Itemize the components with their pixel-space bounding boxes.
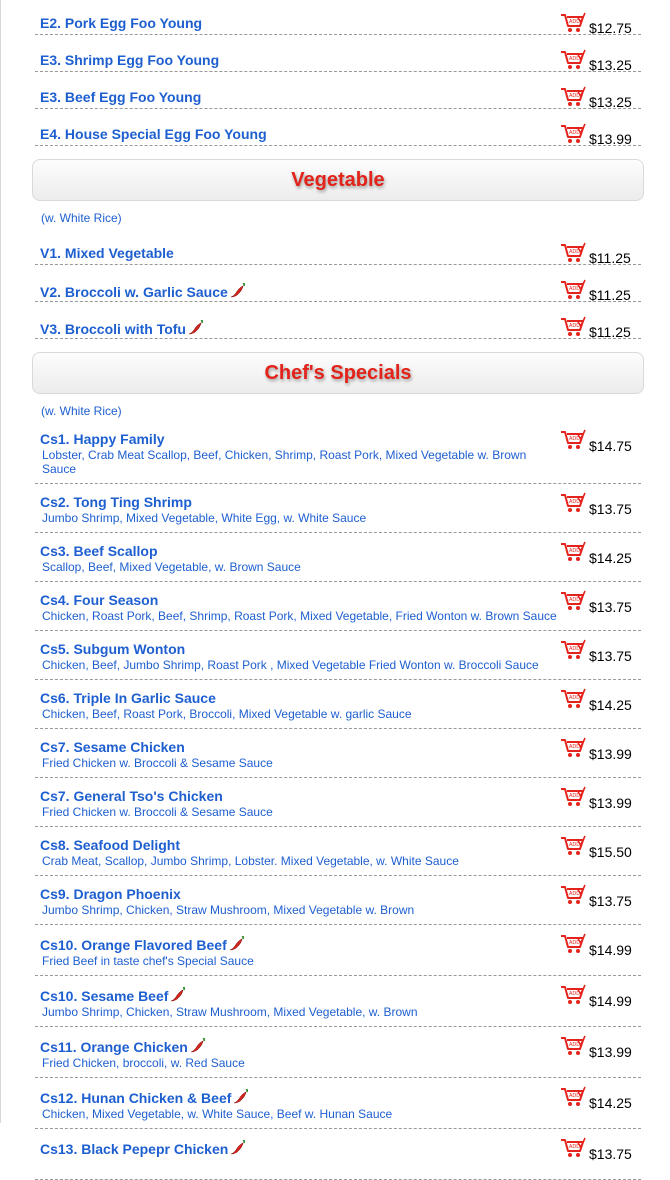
item-description: Scallop, Beef, Mixed Vegetable, w. Brown Sauce <box>42 560 301 574</box>
item-price: $13.99 <box>589 131 632 147</box>
svg-text:ADD: ADD <box>569 499 581 505</box>
menu-item[interactable] <box>35 631 641 680</box>
item-price: $13.75 <box>589 648 632 664</box>
item-price: $11.25 <box>589 324 631 340</box>
item-name-text: Cs4. Four Season <box>40 592 159 608</box>
svg-text:ADD: ADD <box>569 991 581 997</box>
item-name[interactable] <box>40 1139 246 1157</box>
item-name-text: Cs10. Sesame Beef <box>40 988 169 1004</box>
item-description: Chicken, Beef, Roast Pork, Broccoli, Mixed Vegetable w. garlic Sauce <box>42 707 412 721</box>
chili-pepper-icon <box>230 282 246 298</box>
add-to-cart-icon[interactable] <box>560 541 586 563</box>
item-price: $13.25 <box>589 57 632 73</box>
menu-item[interactable] <box>35 72 641 109</box>
item-description: Lobster, Crab Meat Scallop, Beef, Chicken, Shrimp, Roast Pork, Mixed Vegetable w. Brown Sauce <box>42 448 527 476</box>
item-price: $13.75 <box>589 893 632 909</box>
svg-text:ADD: ADD <box>569 130 581 136</box>
svg-text:ADD: ADD <box>569 597 581 603</box>
item-description: Chicken, Beef, Jumbo Shrimp, Roast Pork , Mixed Vegetable Fried Wonton w. Broccoli Sauce <box>42 658 539 672</box>
item-name[interactable] <box>40 282 246 300</box>
svg-text:ADD: ADD <box>569 891 581 897</box>
svg-text:ADD: ADD <box>569 695 581 701</box>
svg-text:ADD: ADD <box>569 93 581 99</box>
category-header <box>32 352 644 394</box>
svg-text:ADD: ADD <box>569 646 581 652</box>
add-to-cart-icon[interactable] <box>560 688 586 710</box>
item-price: $11.25 <box>589 250 631 266</box>
menu-item[interactable] <box>35 1129 641 1180</box>
menu-item[interactable] <box>35 680 641 729</box>
add-to-cart-icon[interactable] <box>560 49 586 71</box>
item-description: Jumbo Shrimp, Chicken, Straw Mushroom, Mixed Vegetable, w. Brown <box>42 1005 418 1019</box>
item-description: Fried Chicken, broccoli, w. Red Sauce <box>42 1056 245 1070</box>
item-name-text: Cs3. Beef Scallop <box>40 543 158 559</box>
item-price: $14.25 <box>589 1095 632 1111</box>
item-name[interactable] <box>40 319 204 337</box>
menu-content <box>35 0 641 1180</box>
item-name-text: Cs13. Black Pepepr Chicken <box>40 1141 229 1157</box>
menu-item[interactable] <box>35 976 641 1027</box>
item-price: $13.25 <box>589 94 632 110</box>
add-to-cart-icon[interactable] <box>560 12 586 34</box>
svg-text:ADD: ADD <box>569 56 581 62</box>
item-price: $13.99 <box>589 1044 632 1060</box>
item-name-text: E3. Beef Egg Foo Young <box>40 89 202 105</box>
item-name[interactable] <box>40 986 186 1004</box>
add-to-cart-icon[interactable] <box>560 123 586 145</box>
menu-item[interactable] <box>35 35 641 72</box>
category-note: (w. White Rice) <box>41 211 122 225</box>
add-to-cart-icon[interactable] <box>560 429 586 451</box>
item-name[interactable] <box>40 690 216 706</box>
menu-item[interactable] <box>35 925 641 976</box>
item-name-text: Cs1. Happy Family <box>40 431 165 447</box>
svg-text:ADD: ADD <box>569 1042 581 1048</box>
chili-pepper-icon <box>190 1037 206 1053</box>
svg-text:ADD: ADD <box>569 323 581 329</box>
chili-pepper-icon <box>230 1139 246 1155</box>
add-to-cart-icon[interactable] <box>560 279 586 301</box>
item-price: $14.25 <box>589 550 632 566</box>
chili-pepper-icon <box>233 1088 249 1104</box>
item-name-text: E2. Pork Egg Foo Young <box>40 15 203 31</box>
item-name[interactable] <box>40 543 158 559</box>
add-to-cart-icon[interactable] <box>560 737 586 759</box>
add-to-cart-icon[interactable] <box>560 639 586 661</box>
menu-item[interactable] <box>35 228 641 265</box>
item-name-text: Cs6. Triple In Garlic Sauce <box>40 690 216 706</box>
add-to-cart-icon[interactable] <box>560 933 586 955</box>
menu-item[interactable] <box>35 484 641 533</box>
add-to-cart-icon[interactable] <box>560 590 586 612</box>
item-price: $14.99 <box>589 993 632 1009</box>
item-name-text: Cs2. Tong Ting Shrimp <box>40 494 192 510</box>
menu-item[interactable] <box>35 1027 641 1078</box>
item-price: $13.99 <box>589 746 632 762</box>
item-name-text: Cs7. General Tso's Chicken <box>40 788 223 804</box>
item-description: Chicken, Roast Pork, Beef, Shrimp, Roast Pork, Mixed Vegetable, Fried Wonton w. Brown Sauce <box>42 609 557 623</box>
svg-text:ADD: ADD <box>569 1144 581 1150</box>
item-name[interactable] <box>40 1088 249 1106</box>
category-title: Vegetable <box>291 169 385 191</box>
svg-text:ADD: ADD <box>569 249 581 255</box>
svg-text:ADD: ADD <box>569 1093 581 1099</box>
svg-text:ADD: ADD <box>569 793 581 799</box>
item-name[interactable] <box>40 52 219 68</box>
item-name[interactable] <box>40 788 223 804</box>
svg-text:ADD: ADD <box>569 286 581 292</box>
item-name[interactable] <box>40 641 185 657</box>
item-price: $13.75 <box>589 1146 632 1162</box>
chili-pepper-icon <box>188 319 204 335</box>
item-name[interactable] <box>40 886 181 902</box>
item-name-text: Cs8. Seafood Delight <box>40 837 181 853</box>
item-name-text: V2. Broccoli w. Garlic Sauce <box>40 284 228 300</box>
item-name[interactable] <box>40 837 180 853</box>
item-name-text: Cs12. Hunan Chicken & Beef <box>40 1090 232 1106</box>
add-to-cart-icon[interactable] <box>560 786 586 808</box>
category-note: (w. White Rice) <box>41 404 122 418</box>
item-name-text: Cs5. Subgum Wonton <box>40 641 186 657</box>
item-description: Crab Meat, Scallop, Jumbo Shrimp, Lobster. Mixed Vegetable, w. White Sauce <box>42 854 459 868</box>
item-name-text: Cs7. Sesame Chicken <box>40 739 185 755</box>
item-name[interactable] <box>40 592 158 608</box>
item-description: Jumbo Shrimp, Mixed Vegetable, White Egg, w. White Sauce <box>42 511 367 525</box>
svg-text:ADD: ADD <box>569 436 581 442</box>
item-price: $14.25 <box>589 697 632 713</box>
chili-pepper-icon <box>170 986 186 1002</box>
add-to-cart-icon[interactable] <box>560 242 586 264</box>
svg-text:ADD: ADD <box>569 842 581 848</box>
item-name-text: E3. Shrimp Egg Foo Young <box>40 52 220 68</box>
item-name-text: Cs11. Orange Chicken <box>40 1039 188 1055</box>
svg-text:ADD: ADD <box>569 19 581 25</box>
add-to-cart-icon[interactable] <box>560 984 586 1006</box>
item-description: Jumbo Shrimp, Chicken, Straw Mushroom, Mixed Vegetable w. Brown <box>42 903 415 917</box>
item-price: $11.25 <box>589 287 631 303</box>
item-description: Fried Chicken w. Broccoli & Sesame Sauce <box>42 756 273 770</box>
item-name[interactable] <box>40 739 185 755</box>
item-name[interactable] <box>40 89 201 105</box>
menu-item[interactable] <box>35 421 641 484</box>
item-price: $14.75 <box>589 438 632 454</box>
menu-item[interactable] <box>35 533 641 582</box>
item-description: Chicken, Mixed Vegetable, w. White Sauce, Beef w. Hunan Sauce <box>42 1107 393 1121</box>
add-to-cart-icon[interactable] <box>560 86 586 108</box>
add-to-cart-icon[interactable] <box>560 492 586 514</box>
item-name[interactable] <box>40 126 267 142</box>
item-name[interactable] <box>40 245 174 261</box>
menu-item[interactable] <box>35 778 641 827</box>
item-price: $13.75 <box>589 599 632 615</box>
svg-text:ADD: ADD <box>569 548 581 554</box>
menu-item[interactable] <box>35 876 641 925</box>
svg-text:ADD: ADD <box>569 744 581 750</box>
item-price: $13.75 <box>589 501 632 517</box>
add-to-cart-icon[interactable] <box>560 1035 586 1057</box>
item-name-text: V1. Mixed Vegetable <box>40 245 174 261</box>
category-header <box>32 159 644 201</box>
menu-item[interactable] <box>35 729 641 778</box>
item-name[interactable] <box>40 15 202 31</box>
item-description: Fried Chicken w. Broccoli & Sesame Sauce <box>42 805 273 819</box>
menu-item[interactable] <box>35 302 641 339</box>
add-to-cart-icon[interactable] <box>560 884 586 906</box>
category-title: Chef's Specials <box>264 362 412 384</box>
item-name-text: V3. Broccoli with Tofu <box>40 321 186 337</box>
add-to-cart-icon[interactable] <box>560 835 586 857</box>
item-price: $13.99 <box>589 795 632 811</box>
add-to-cart-icon[interactable] <box>560 316 586 338</box>
menu-item[interactable] <box>35 827 641 876</box>
item-name-text: Cs10. Orange Flavored Beef <box>40 937 227 953</box>
item-price: $12.75 <box>589 20 632 36</box>
item-name[interactable] <box>40 431 165 447</box>
item-name-text: E4. House Special Egg Foo Young <box>40 126 267 142</box>
menu-item[interactable] <box>35 0 641 35</box>
menu-item[interactable] <box>35 1078 641 1129</box>
item-name[interactable] <box>40 935 245 953</box>
svg-text:ADD: ADD <box>569 940 581 946</box>
chili-pepper-icon <box>229 935 245 951</box>
item-name-text: Cs9. Dragon Phoenix <box>40 886 181 902</box>
menu-item[interactable] <box>35 582 641 631</box>
menu-item[interactable] <box>35 265 641 302</box>
menu-item[interactable] <box>35 109 641 146</box>
item-price: $15.50 <box>589 844 632 860</box>
add-to-cart-icon[interactable] <box>560 1137 586 1159</box>
item-price: $14.99 <box>589 942 632 958</box>
item-name[interactable] <box>40 494 192 510</box>
add-to-cart-icon[interactable] <box>560 1086 586 1108</box>
item-name[interactable] <box>40 1037 206 1055</box>
item-description: Fried Beef in taste chef's Special Sauce <box>42 954 254 968</box>
